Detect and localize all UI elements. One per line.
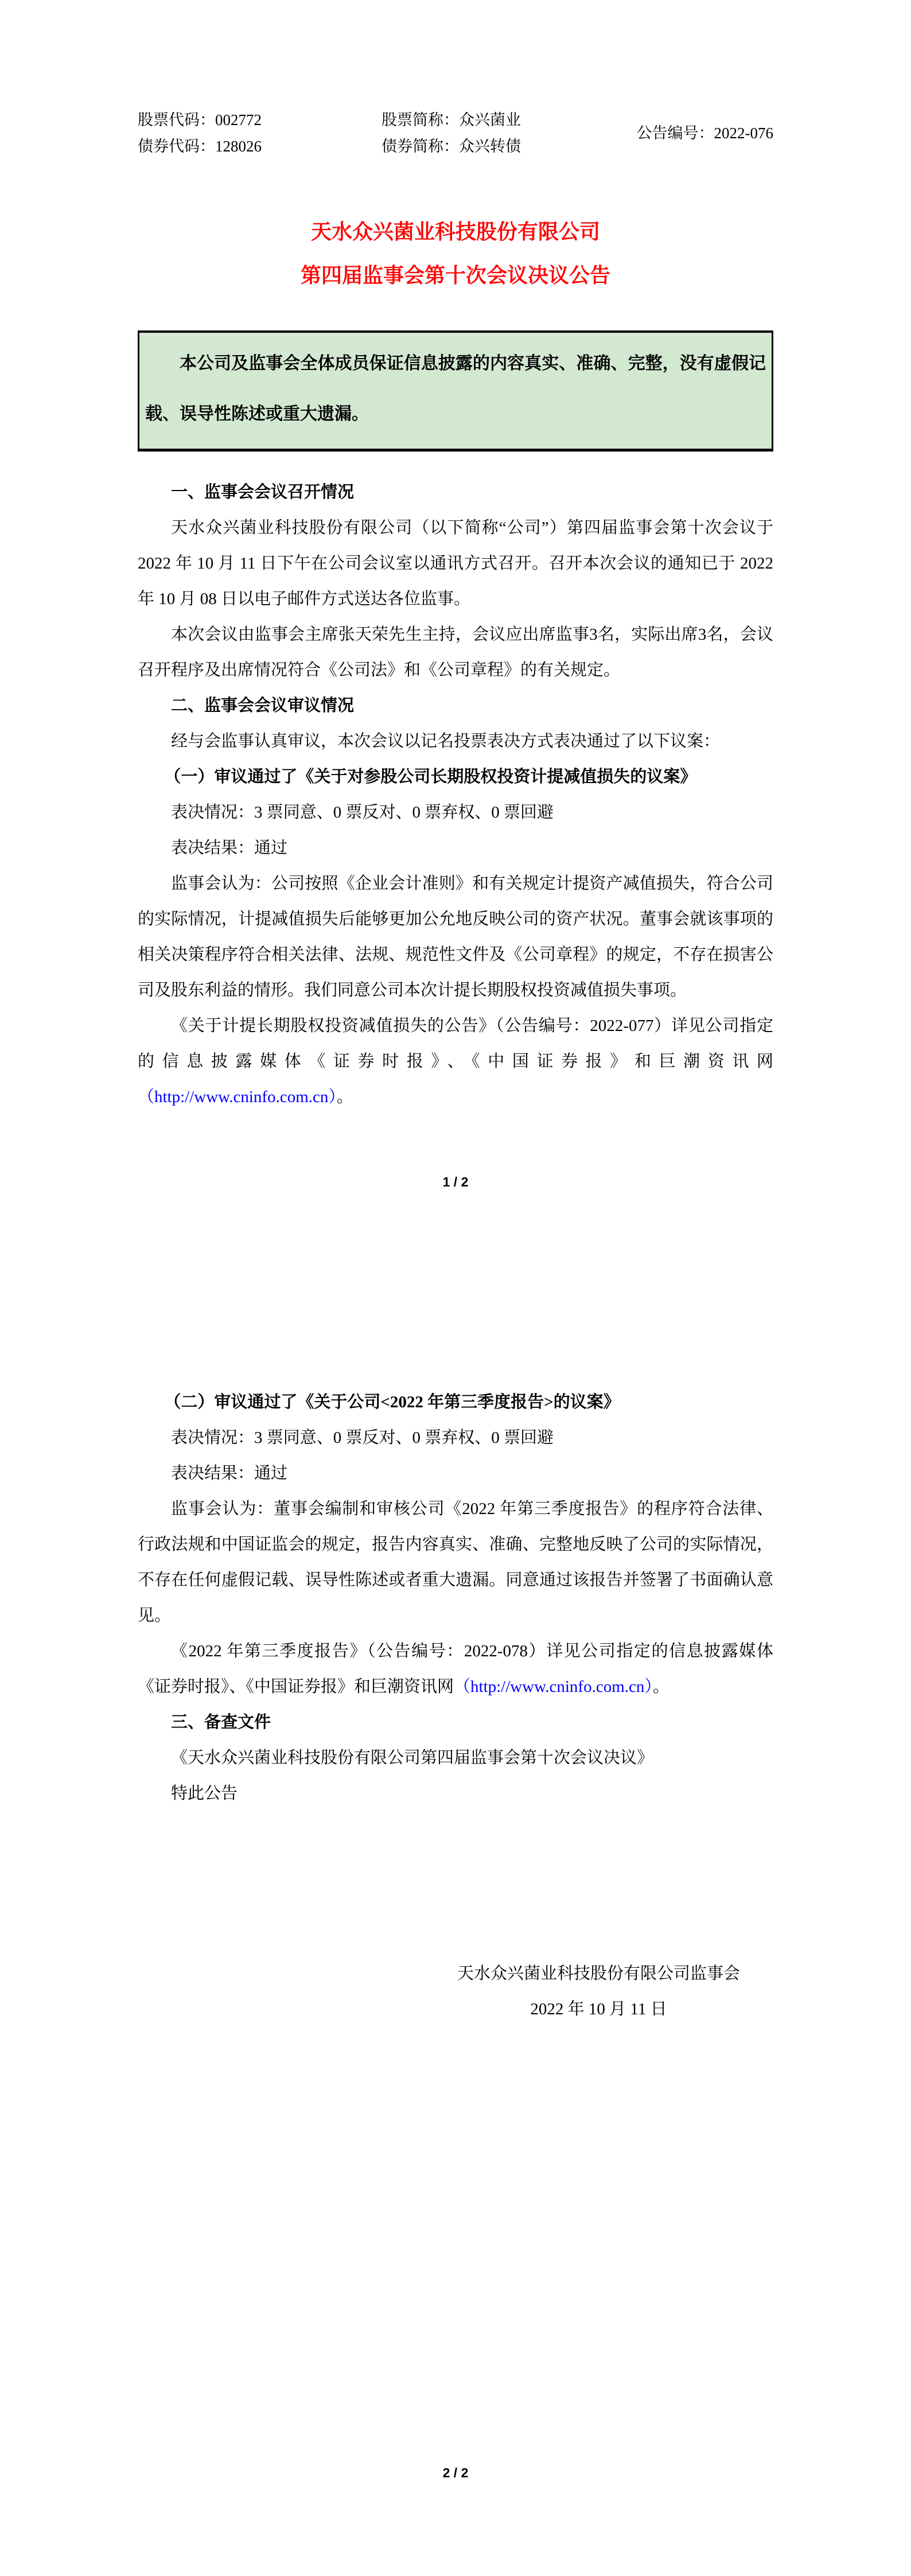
item1-reference xyxy=(138,1008,773,1115)
page2-body xyxy=(138,1384,773,1811)
codes-column-middle xyxy=(381,107,584,159)
signature-date: 2022 年 10 月 11 日 xyxy=(530,2000,667,2018)
page-2 xyxy=(0,1288,911,2576)
item2-reference-text: 《2022 年第三季度报告》（公告编号：2022-078）详见公司指定的信息披露媒体《证券时报》、《中国证券报》和巨潮资讯网 xyxy=(138,1642,773,1696)
cninfo-link[interactable]: （http://www.cninfo.com.cn） xyxy=(454,1678,653,1696)
stock-code: 股票代码：002772 xyxy=(138,111,262,129)
page-number-1: 1 / 2 xyxy=(442,1174,469,1189)
bond-name: 债券简称：众兴转债 xyxy=(381,138,521,155)
page1-body xyxy=(138,474,773,1115)
item1-votes: 表决情况：3 票同意、0 票反对、0 票弃权、0 票回避 xyxy=(171,803,554,822)
bond-code: 债券代码：128026 xyxy=(138,138,262,155)
section1-paragraph1: 天水众兴菌业科技股份有限公司（以下简称“公司”）第四届监事会第十次会议于 2022 年 10 月 11 日下午在公司会议室以通讯方式召开。召开本次会议的通知已于 2022 年 10 月 08 日以电子邮件方式送达各位监事。 xyxy=(138,519,773,608)
item1-heading: （一）审议通过了《关于对参股公司长期股权投资计提减值损失的议案》 xyxy=(164,768,697,786)
section3-paragraph2: 特此公告 xyxy=(171,1784,238,1803)
item1-reference-period: 。 xyxy=(336,1088,353,1106)
securities-codes-header xyxy=(138,0,773,159)
document-title-line1: 天水众兴菌业科技股份有限公司 xyxy=(310,220,600,243)
section3-paragraph1: 《天水众兴菌业科技股份有限公司第四届监事会第十次会议决议》 xyxy=(171,1749,654,1767)
item1-result: 表决结果：通过 xyxy=(171,839,288,857)
item1-opinion: 监事会认为：公司按照《企业会计准则》和有关规定计提资产减值损失，符合公司的实际情况，计提减值损失后能够更加公允地反映公司的资产状况。董事会就该事项的相关决策程序符合相关法律、法规、规范性文件及《公司章程》的规定，不存在损害公司及股东利益的情形。我们同意公司本次计提长期股权投资减值损失事项。 xyxy=(138,874,773,999)
section1-paragraph2: 本次会议由监事会主席张天荣先生主持，会议应出席监事3名，实际出席3名，会议召开程序及出席情况符合《公司法》和《公司章程》的有关规定。 xyxy=(138,625,773,679)
announcement-number: 公告编号：2022-076 xyxy=(636,124,773,142)
codes-column-left xyxy=(138,107,381,159)
section3-heading: 三、备查文件 xyxy=(171,1713,271,1731)
signature-company: 天水众兴菌业科技股份有限公司监事会 xyxy=(457,1964,740,1983)
signature-block xyxy=(138,1956,740,2027)
item2-votes: 表决情况：3 票同意、0 票反对、0 票弃权、0 票回避 xyxy=(171,1429,554,1447)
disclaimer-text: 本公司及监事会全体成员保证信息披露的内容真实、准确、完整，没有虚假记载、误导性陈述或重大遗漏。 xyxy=(145,354,766,423)
item2-reference xyxy=(138,1633,773,1705)
section1-heading: 一、监事会会议召开情况 xyxy=(171,483,355,501)
item2-reference-period: 。 xyxy=(652,1678,669,1696)
document-title xyxy=(138,210,773,297)
item2-result: 表决结果：通过 xyxy=(171,1464,288,1482)
stock-name: 股票简称：众兴菌业 xyxy=(381,111,521,129)
item2-opinion: 监事会认为：董事会编制和审核公司《2022 年第三季度报告》的程序符合法律、行政法规和中国证监会的规定，报告内容真实、准确、完整地反映了公司的实际情况，不存在任何虚假记载、误导性陈述或者重大遗漏。同意通过该报告并签署了书面确认意见。 xyxy=(138,1500,773,1625)
item2-heading: （二）审议通过了《关于公司<2022 年第三季度报告>的议案》 xyxy=(164,1393,620,1411)
item1-reference-text: 《关于计提长期股权投资减值损失的公告》（公告编号：2022-077）详见公司指定的信息披露媒体《证券时报》、《中国证券报》和巨潮资讯网 xyxy=(138,1017,773,1071)
page-number-2: 2 / 2 xyxy=(442,2465,469,2480)
document-title-line2: 第四届监事会第十次会议决议公告 xyxy=(300,264,610,287)
section2-heading: 二、监事会会议审议情况 xyxy=(171,696,355,715)
disclaimer-box xyxy=(138,330,773,452)
section2-paragraph1: 经与会监事认真审议，本次会议以记名投票表决方式表决通过了以下议案： xyxy=(171,732,721,750)
cninfo-link[interactable]: （http://www.cninfo.com.cn） xyxy=(138,1088,337,1106)
